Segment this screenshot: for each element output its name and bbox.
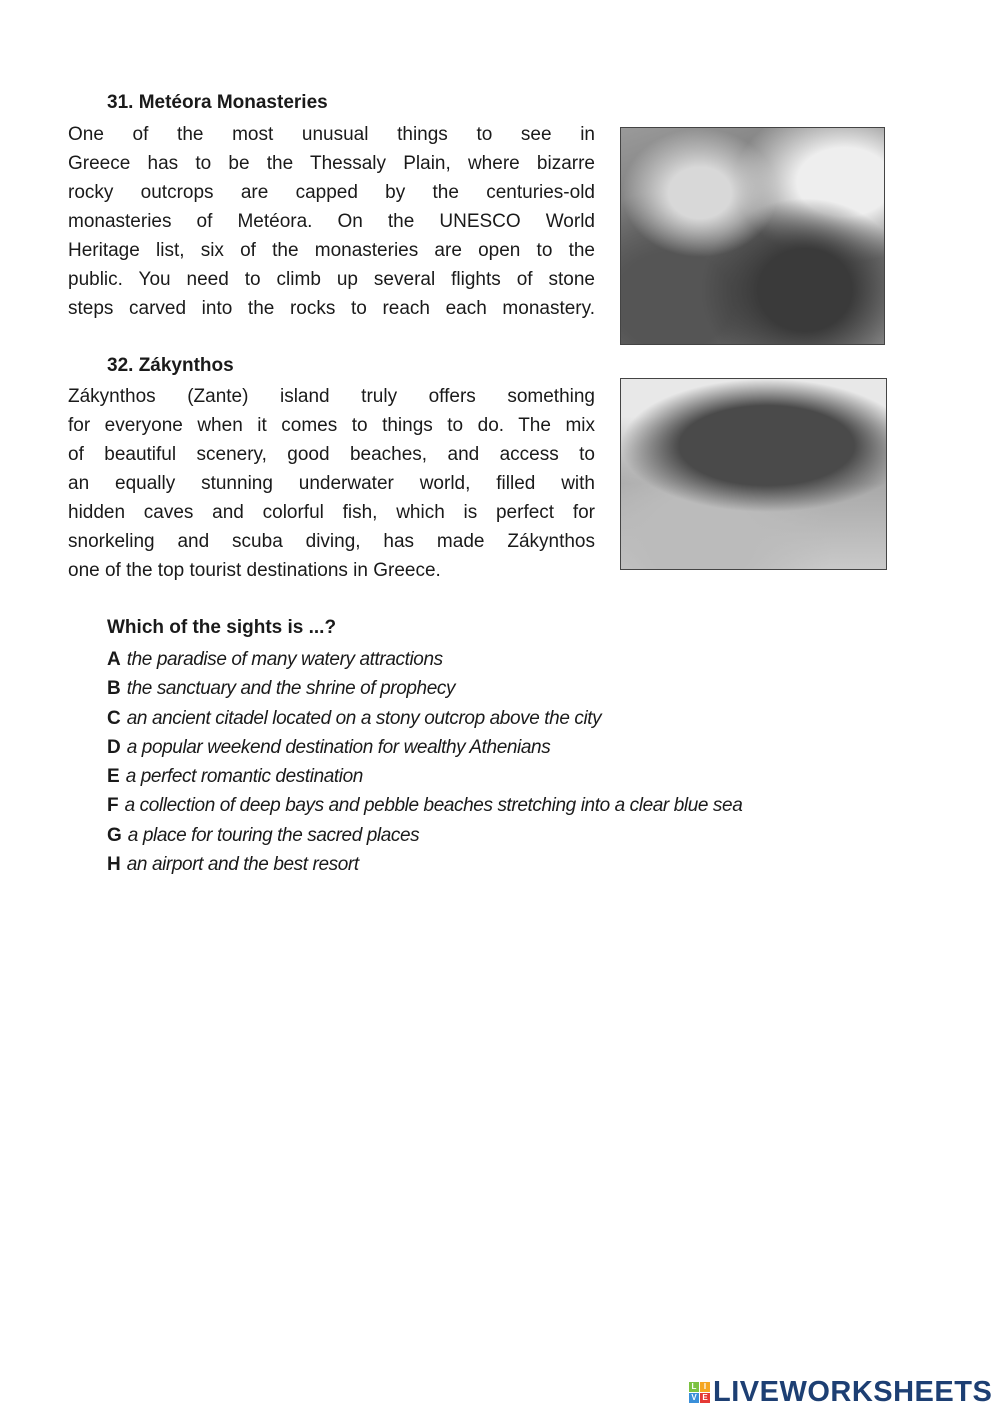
option-b [107,674,742,703]
text-line: for everyone when it comes to things to do. The mix [68,415,595,436]
logo-block: V [689,1393,699,1403]
option-letter: C [107,707,121,729]
option-g [107,821,742,850]
logo-block: L [689,1382,699,1392]
text-line: hidden caves and colorful fish, which is perfect for [68,502,595,523]
text-line: Greece has to be the Thessaly Plain, where bizarre [68,153,595,174]
option-text: the paradise of many watery attractions [126,649,443,670]
text-line: rocky outcrops are capped by the centuries-old [68,182,595,203]
text-line: steps carved into the rocks to reach each monastery. [68,298,595,319]
option-letter: G [107,824,122,846]
liveworksheets-logo [689,1376,992,1409]
paragraph-zakynthos [68,382,595,585]
logo-block: E [700,1393,710,1403]
option-letter: H [107,854,121,876]
text-line: public. You need to climb up several flights of stone [68,269,595,290]
text-line: monasteries of Metéora. On the UNESCO World [68,211,595,232]
option-text: a popular weekend destination for wealthy Athenians [126,736,551,758]
paragraph-meteora [68,120,595,323]
logo-blocks-icon [689,1382,710,1403]
option-text: an ancient citadel located on a stony outcrop above the city [126,707,602,729]
option-letter: D [107,736,121,758]
option-text: an airport and the best resort [126,854,359,876]
option-letter: A [107,649,121,670]
option-letter: E [107,766,120,788]
option-letter: B [107,678,121,700]
meteora-photo [620,127,885,345]
option-f [107,791,742,820]
logo-block: I [700,1382,710,1392]
text-line: one of the top tourist destinations in Greece. [68,560,441,581]
option-text: a perfect romantic destination [125,766,363,788]
option-text: a place for touring the sacred places [127,824,420,846]
text-line: Zákynthos (Zante) island truly offers something [68,386,595,407]
option-letter: F [107,795,119,817]
option-a [107,645,742,674]
section-heading-zakynthos: 32. Zákynthos [107,355,234,376]
option-c [107,704,742,733]
option-text: the sanctuary and the shrine of prophecy [126,678,456,700]
option-e [107,762,742,791]
zakynthos-photo [620,378,887,570]
text-line: an equally stunning underwater world, filled with [68,473,595,494]
option-d [107,733,742,762]
text-line: of beautiful scenery, good beaches, and access to [68,444,595,465]
question-heading: Which of the sights is ...? [107,617,337,638]
text-line: Heritage list, six of the monasteries are open to the [68,240,595,261]
option-h [107,850,742,879]
option-text: a collection of deep bays and pebble beaches stretching into a clear blue sea [124,795,743,817]
section-heading-meteora: 31. Metéora Monasteries [107,92,328,113]
text-line: One of the most unusual things to see in [68,124,595,145]
options-list [107,645,742,879]
logo-text: LIVEWORKSHEETS [713,1376,993,1408]
text-line: snorkeling and scuba diving, has made Zákynthos [68,531,595,552]
